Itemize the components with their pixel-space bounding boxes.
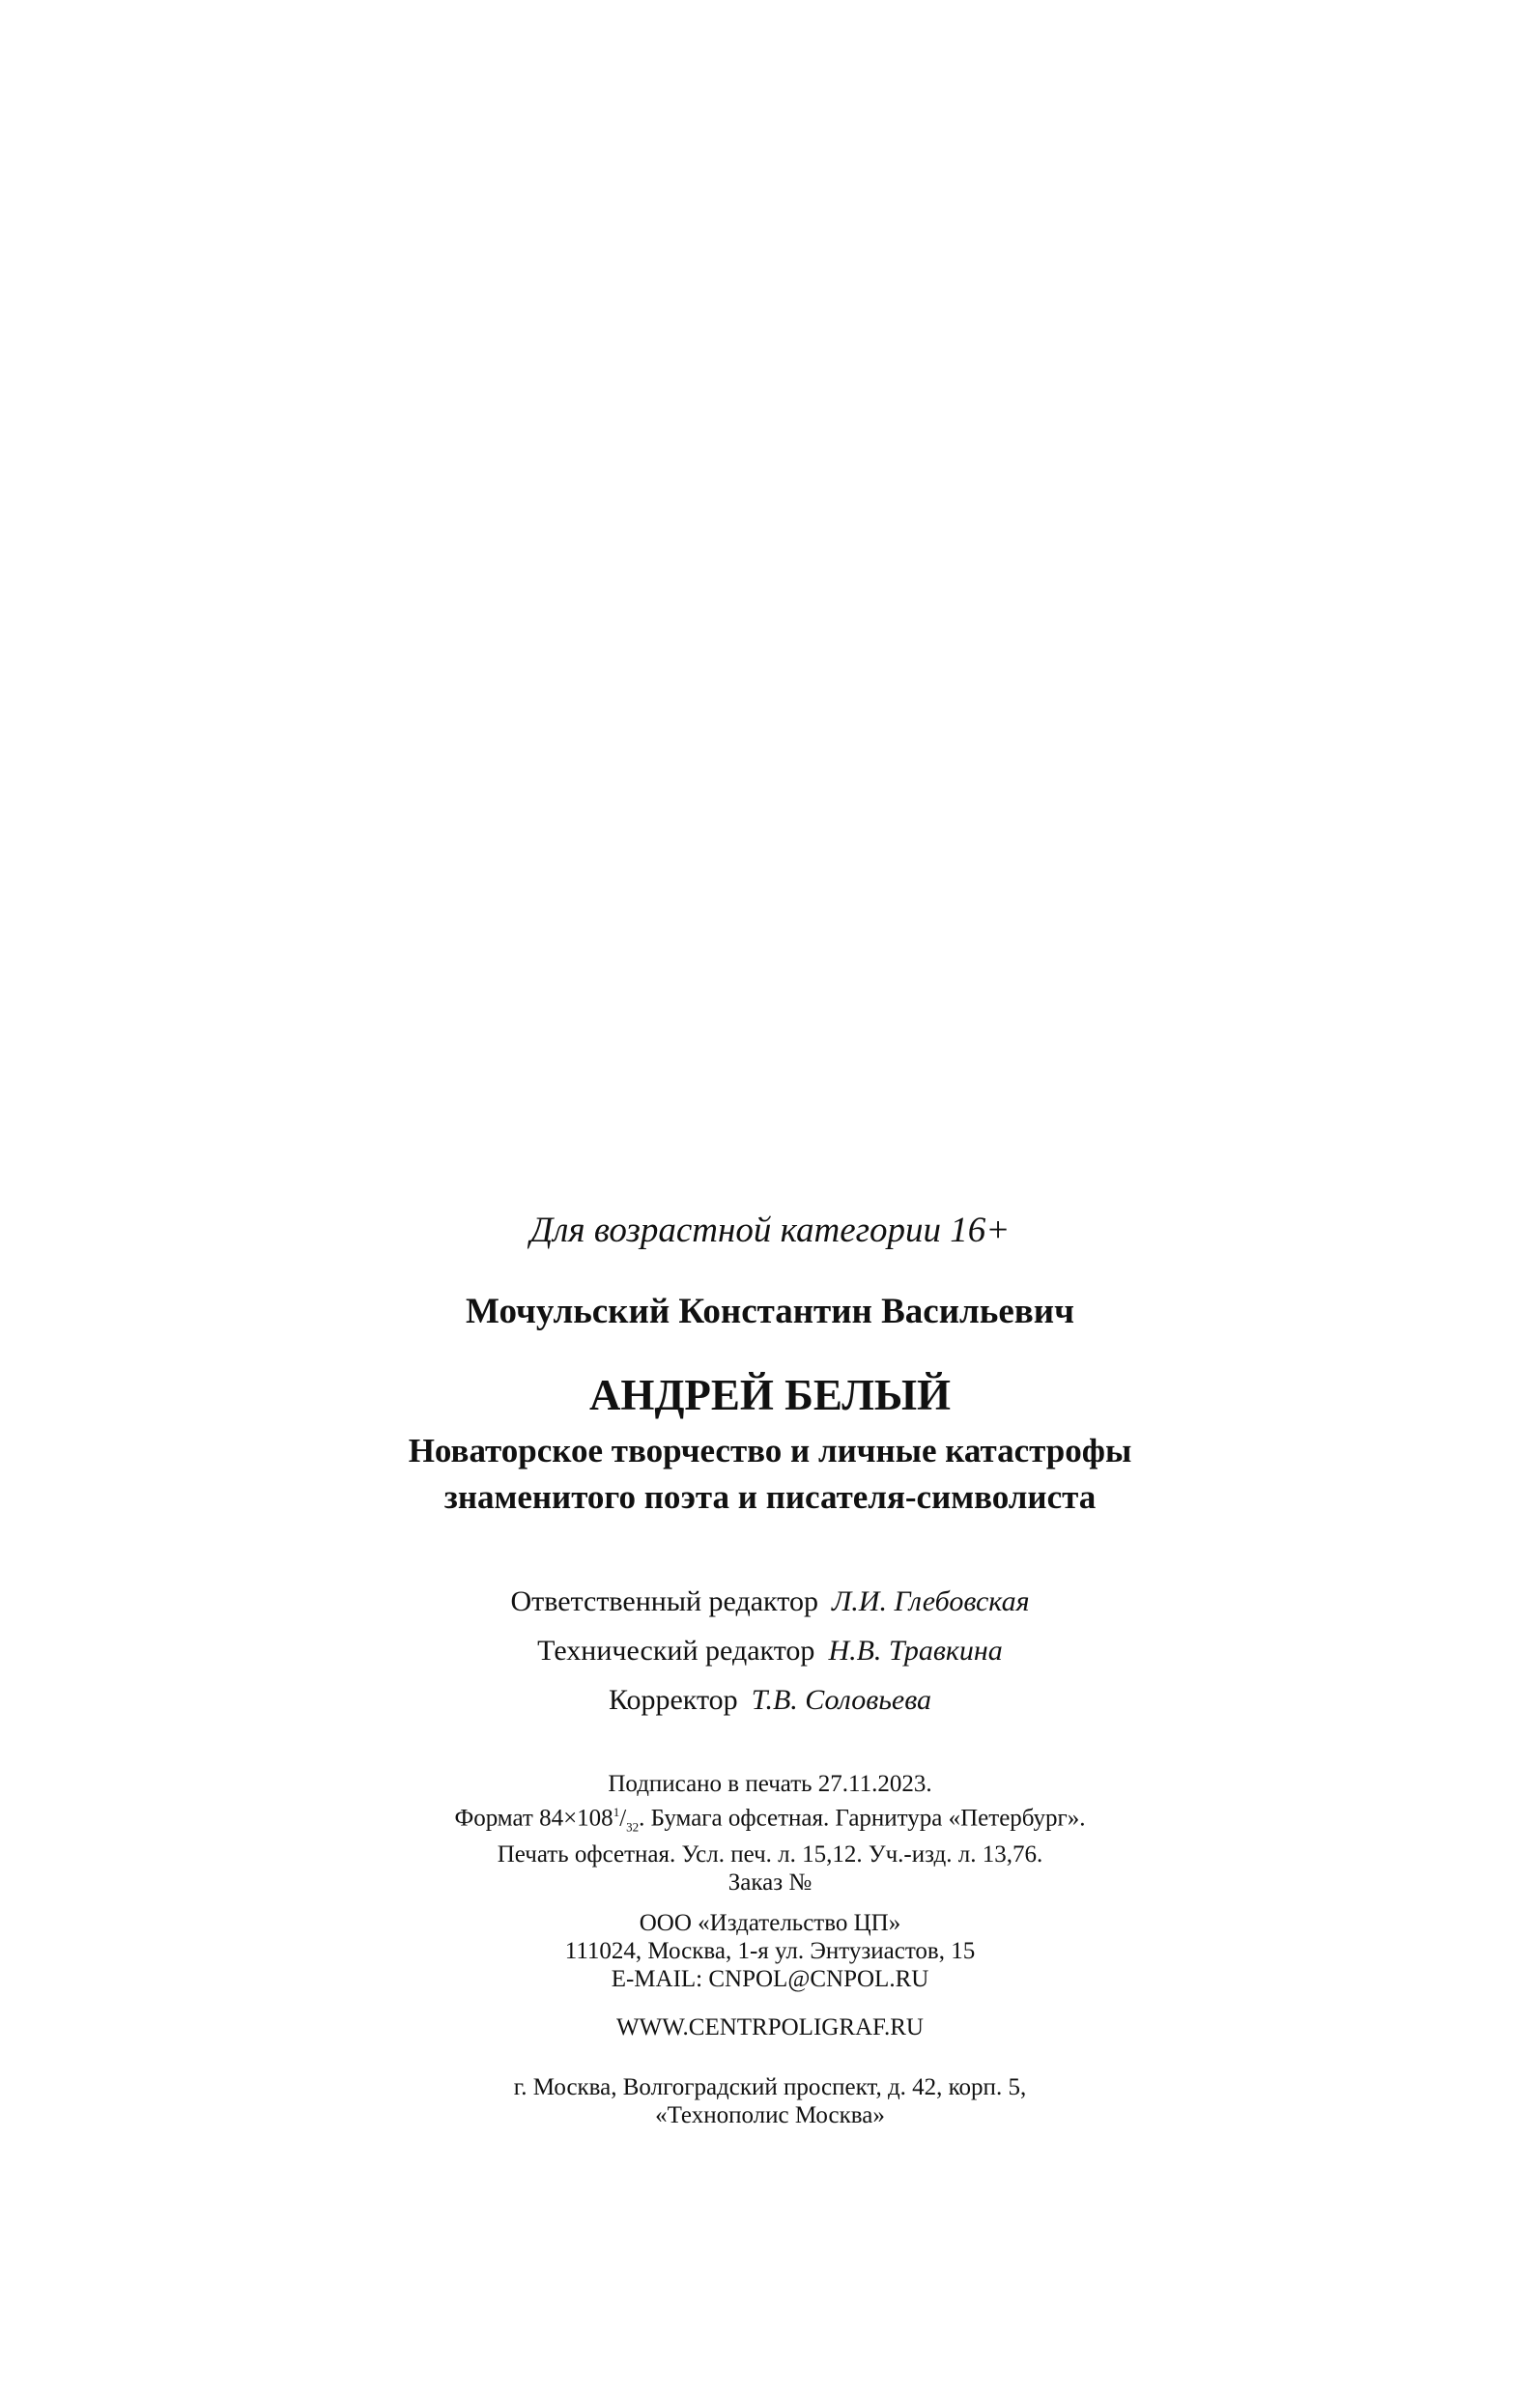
printer-block [0,2073,1540,2129]
credit-name: Л.И. Глебовская [831,1585,1030,1617]
credit-role: Корректор [608,1684,738,1716]
credit-name: Т.В. Соловьева [751,1684,932,1716]
signed-to-print: Подписано в печать 27.11.2023. [608,1771,932,1797]
publisher-name: ООО «Издательство ЦП» [639,1910,901,1936]
format-fraction-numerator: 1 [613,1805,620,1819]
format-line [0,1798,1540,1840]
book-subtitle [0,1428,1540,1521]
subtitle-line-2: знаменитого поэта и писателя-символиста [443,1478,1097,1516]
credit-proofreader [0,1675,1540,1725]
publisher-email: E-MAIL: CNPOL@CNPOL.RU [611,1966,929,1992]
format-suffix: . Бумага офсетная. Гарнитура «Петербург». [639,1805,1086,1832]
subtitle-line-1: Новаторское творчество и личные катастрофы [408,1432,1132,1469]
book-title: АНДРЕЙ БЕЛЫЙ [588,1371,952,1419]
credit-name: Н.В. Травкина [828,1635,1003,1667]
credits-block [0,1577,1540,1725]
format-fraction-slash: / [619,1805,627,1832]
print-sheets: Печать офсетная. Усл. печ. л. 15,12. Уч.-изд. л. 13,76. [497,1841,1043,1868]
printer-name: «Технополис Москва» [655,2102,885,2128]
order-number: Заказ № [727,1869,813,1897]
age-category: Для возрастной категории 16+ [529,1211,1011,1250]
publisher-address: 111024, Москва, 1-я ул. Энтузиастов, 15 [564,1938,976,1964]
printer-address: г. Москва, Волгоградский проспект, д. 42, корп. 5, [513,2074,1027,2100]
credit-role: Ответственный редактор [510,1585,818,1617]
format-prefix: Формат 84×108 [454,1805,613,1832]
publisher-block [0,1909,1540,1993]
format-fraction-denominator: 32 [626,1819,640,1835]
credit-responsible-editor [0,1577,1540,1626]
author-name: Мочульский Константин Васильевич [466,1292,1074,1331]
print-info-block [0,1770,1540,1897]
publisher-website: WWW.CENTRPOLIGRAF.RU [616,2014,924,2040]
credit-technical-editor [0,1626,1540,1675]
credit-role: Технический редактор [537,1635,815,1667]
